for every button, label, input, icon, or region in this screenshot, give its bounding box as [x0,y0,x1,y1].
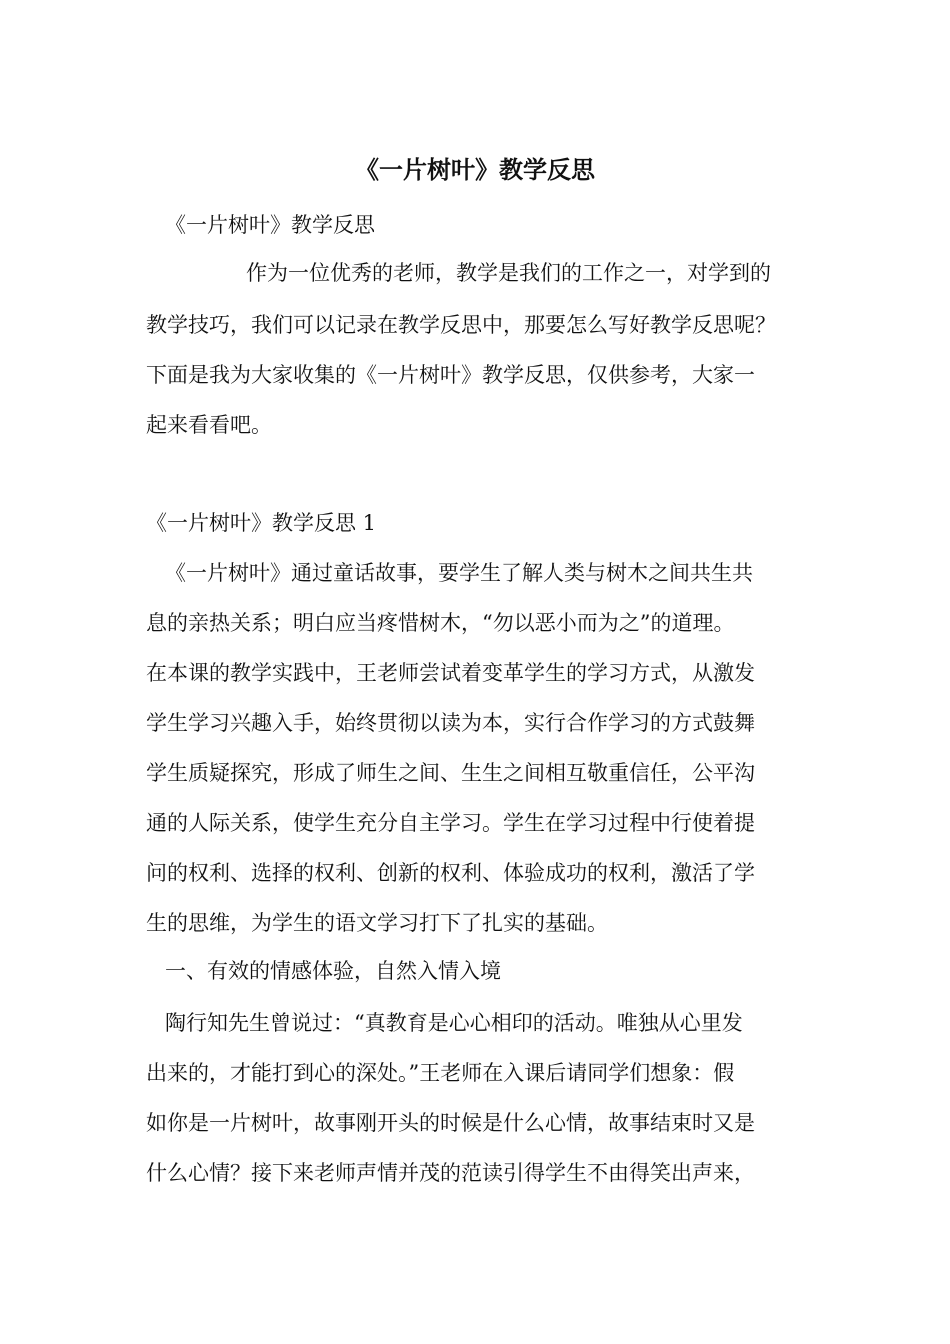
document-title: 《一片树叶》教学反思 [355,156,595,184]
subheading: 一、有效的情感体验，自然入情入境 [165,959,501,983]
paragraph-line: 如你是一片树叶，故事刚开头的时候是什么心情，故事结束时又是 [146,1111,755,1135]
paragraph-line: 出来的，才能打到心的深处。”王老师在入课后请同学们想象：假 [146,1061,735,1085]
paragraph-line: 什么心情？接下来老师声情并茂的范读引得学生不由得笑出声来， [146,1161,755,1185]
paragraph-line: 陶行知先生曾说过：“真教育是心心相印的活动。唯独从心里发 [165,1011,743,1035]
paragraph-line: 息的亲热关系；明白应当疼惜树木，“勿以恶小而为之”的道理。 [146,611,735,635]
paragraph-line: 通的人际关系，使学生充分自主学习。学生在学习过程中行使着提 [146,811,755,835]
intro-line: 下面是我为大家收集的《一片树叶》教学反思，仅供参考，大家一 [146,363,755,387]
document-subtitle: 《一片树叶》教学反思 [165,213,375,237]
paragraph-line: 学生学习兴趣入手，始终贯彻以读为本，实行合作学习的方式鼓舞 [146,711,755,735]
intro-line: 作为一位优秀的老师，教学是我们的工作之一，对学到的 [246,261,771,285]
paragraph-line: 问的权利、选择的权利、创新的权利、体验成功的权利，激活了学 [146,861,755,885]
paragraph-line: 在本课的教学实践中，王老师尝试着变革学生的学习方式，从激发 [146,661,755,685]
paragraph-line: 《一片树叶》通过童话故事，要学生了解人类与树木之间共生共 [165,561,753,585]
paragraph-line: 学生质疑探究，形成了师生之间、生生之间相互敬重信任，公平沟 [146,761,755,785]
paragraph-line: 生的思维，为学生的语文学习打下了扎实的基础。 [146,911,608,935]
intro-line: 教学技巧，我们可以记录在教学反思中，那要怎么写好教学反思呢？ [146,313,776,337]
section-heading: 《一片树叶》教学反思 1 [146,511,377,535]
intro-line: 起来看看吧。 [146,413,272,437]
